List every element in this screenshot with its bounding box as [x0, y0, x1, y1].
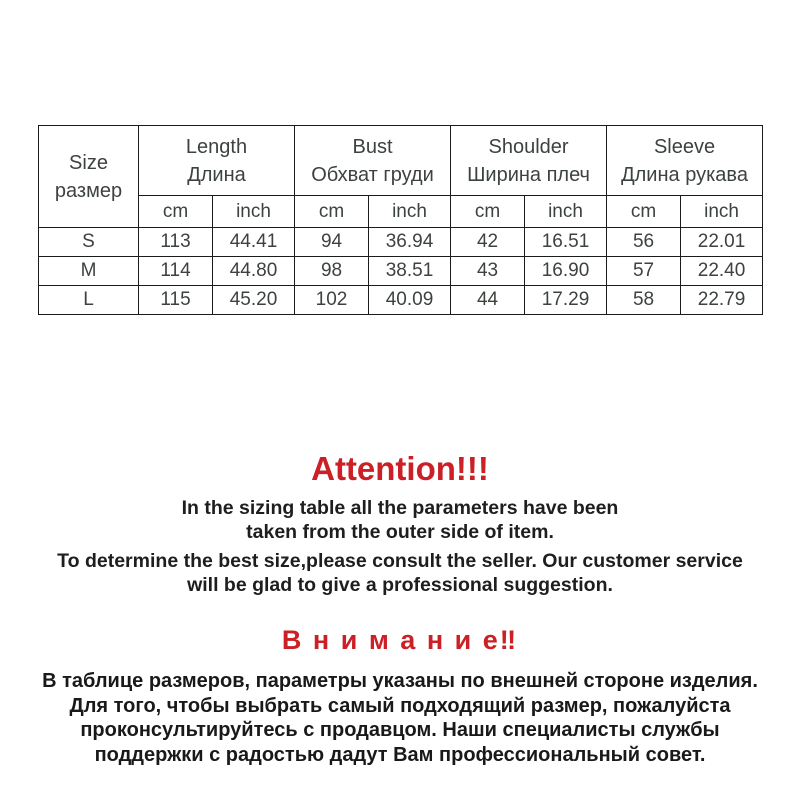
attention-title-ru: В н и м а н и е‼ — [281, 625, 519, 655]
size-label: L — [39, 286, 139, 315]
size-label: S — [39, 228, 139, 257]
value-cell: 22.40 — [681, 257, 763, 286]
attention-ru-line1: В таблице размеров, параметры указаны по внешней стороне изделия. — [42, 670, 758, 692]
attention-ru-line2: Для того, чтобы выбрать самый подходящий размер, пожалуйста — [69, 694, 731, 717]
attention-paragraph-en-1 — [0, 496, 800, 544]
value-cell: 113 — [139, 228, 213, 257]
group-bust-ru: Обхват груди — [311, 163, 434, 186]
unit-header-inch: inch — [369, 196, 451, 228]
attention-ru-line4: поддержки с радостью дадут Вам профессиональный совет. — [94, 743, 706, 766]
attention-en-line1: In the sizing table all the parameters have been — [181, 497, 619, 519]
attention-paragraph-en-2 — [0, 549, 800, 597]
group-bust-en: Bust — [352, 135, 393, 158]
unit-header-inch: inch — [681, 196, 763, 228]
value-cell: 45.20 — [213, 286, 295, 315]
attention-en-line3: To determine the best size,please consult the seller. Our customer service — [57, 550, 743, 572]
table-row-size-m — [39, 257, 763, 286]
unit-header-inch: inch — [525, 196, 607, 228]
attention-ru-line3: проконсультируйтесь с продавцом. Наши специалисты службы — [80, 719, 720, 741]
unit-header-inch: inch — [213, 196, 295, 228]
attention-en-line4: will be glad to give a professional suggestion. — [187, 574, 613, 596]
unit-header-cm: cm — [139, 196, 213, 228]
value-cell: 22.01 — [681, 228, 763, 257]
value-cell: 17.29 — [525, 286, 607, 315]
value-cell: 115 — [139, 286, 213, 315]
group-length-ru: Длина — [187, 163, 246, 186]
group-header-shoulder — [451, 126, 607, 196]
value-cell: 56 — [607, 228, 681, 257]
table-row-size-s — [39, 228, 763, 257]
value-cell: 43 — [451, 257, 525, 286]
group-sleeve-ru: Длина рукава — [621, 163, 748, 186]
size-table — [38, 125, 763, 315]
value-cell: 16.90 — [525, 257, 607, 286]
value-cell: 57 — [607, 257, 681, 286]
value-cell: 22.79 — [681, 286, 763, 315]
value-cell: 58 — [607, 286, 681, 315]
attention-paragraph-ru — [0, 669, 800, 767]
value-cell: 98 — [295, 257, 369, 286]
group-shoulder-en: Shoulder — [488, 135, 569, 158]
group-header-length — [139, 126, 295, 196]
size-corner-en: Size — [69, 151, 108, 174]
size-label: M — [39, 257, 139, 286]
value-cell: 114 — [139, 257, 213, 286]
group-sleeve-en: Sleeve — [653, 135, 716, 158]
group-header-bust — [295, 126, 451, 196]
attention-en-line2: taken from the outer side of item. — [246, 521, 554, 543]
value-cell: 44 — [451, 286, 525, 315]
value-cell: 44.80 — [213, 257, 295, 286]
table-group-header-row — [39, 126, 763, 196]
group-length-en: Length — [185, 135, 248, 158]
table-unit-header-row — [39, 196, 763, 228]
value-cell: 40.09 — [369, 286, 451, 315]
group-header-sleeve — [607, 126, 763, 196]
value-cell: 44.41 — [213, 228, 295, 257]
unit-header-cm: cm — [451, 196, 525, 228]
size-corner-cell — [39, 126, 139, 228]
unit-header-cm: cm — [295, 196, 369, 228]
value-cell: 36.94 — [369, 228, 451, 257]
attention-title-en: Attention!!! — [311, 450, 489, 487]
group-shoulder-ru: Ширина плеч — [467, 163, 590, 186]
unit-header-cm: cm — [607, 196, 681, 228]
size-corner-ru: размер — [54, 179, 123, 202]
value-cell: 94 — [295, 228, 369, 257]
table-row-size-l — [39, 286, 763, 315]
value-cell: 16.51 — [525, 228, 607, 257]
value-cell: 42 — [451, 228, 525, 257]
value-cell: 102 — [295, 286, 369, 315]
value-cell: 38.51 — [369, 257, 451, 286]
